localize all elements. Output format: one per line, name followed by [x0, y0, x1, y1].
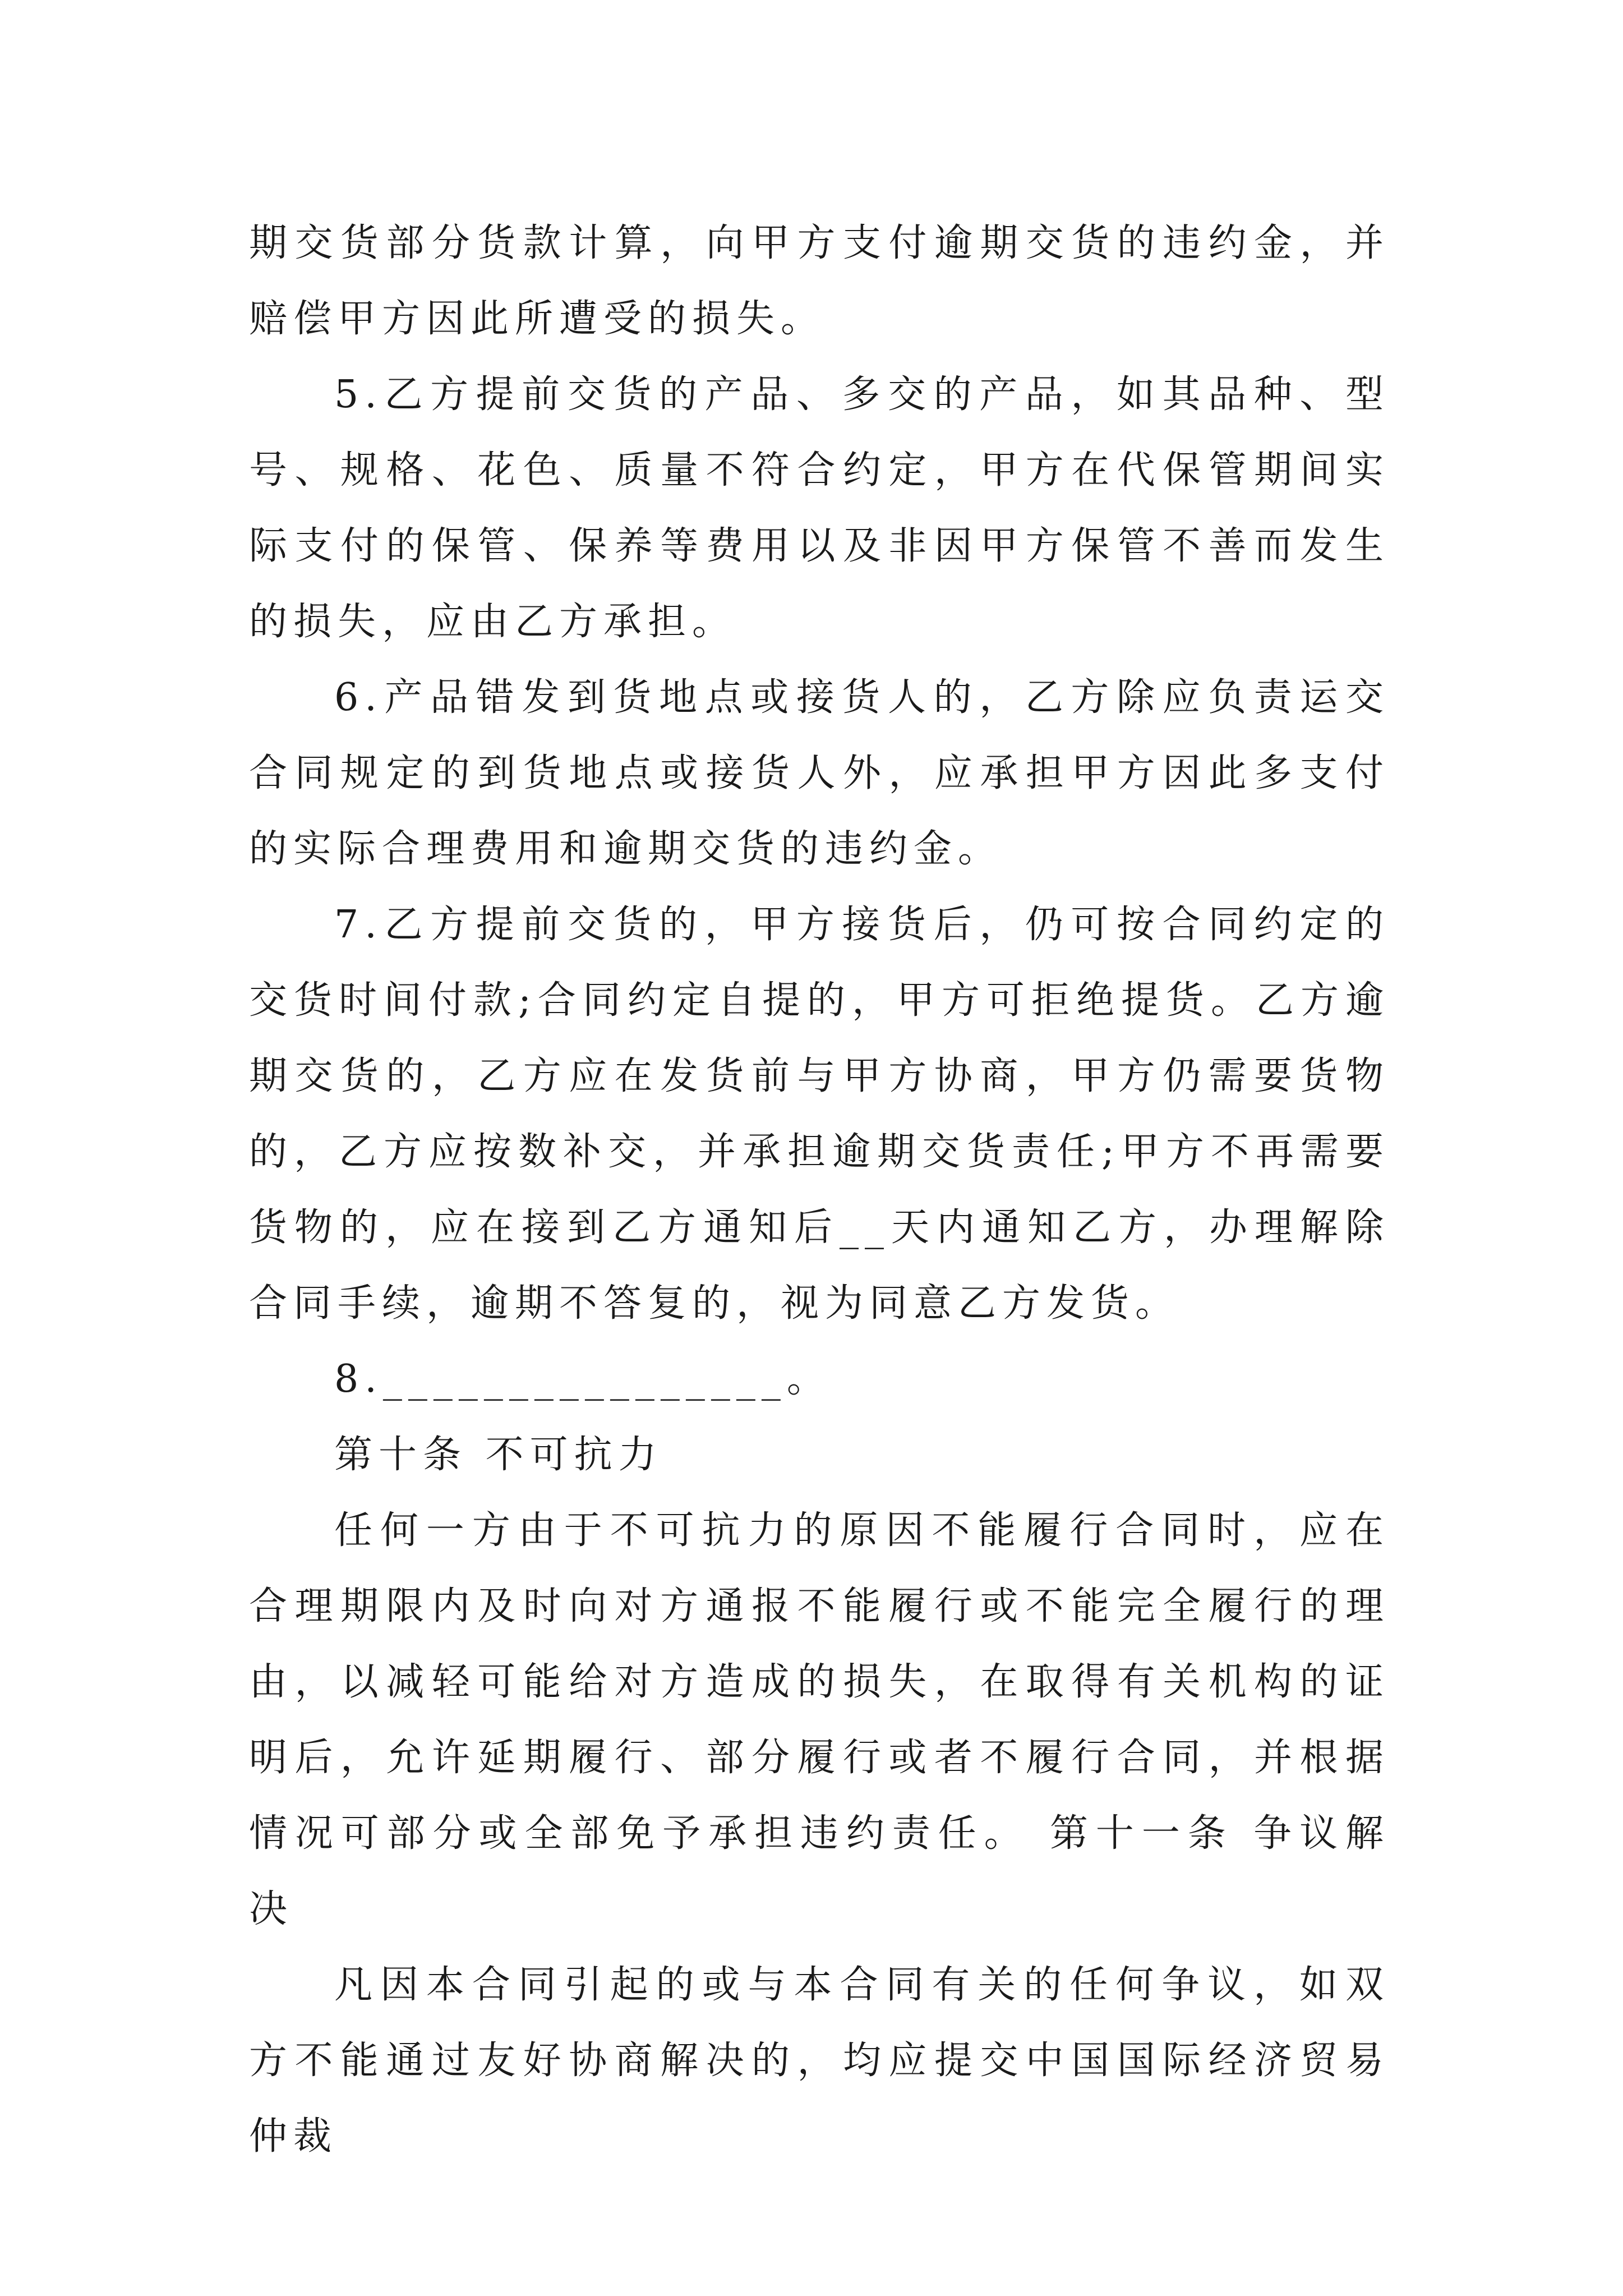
section-heading-article-10: 第十条 不可抗力 — [334, 1433, 663, 1477]
paragraph-item-5: 5.乙方提前交货的产品、多交的产品，如其品种、型号、规格、花色、质量不符合约定，甲方在代保管期间实际支付的保管、保养等费用以及非因甲方保管不善而发生的损失，应由乙方承担。 — [249, 372, 1390, 644]
paragraph-continuation: 期交货部分货款计算，向甲方支付逾期交货的违约金，并赔偿甲方因此所遭受的损失。 — [249, 221, 1390, 341]
paragraph-dispute-resolution: 凡因本合同引起的或与本合同有关的任何争议，如双方不能通过友好协商解决的，均应提交中国国际经济贸易仲裁 — [249, 1963, 1390, 2159]
paragraph-item-7: 7.乙方提前交货的，甲方接货后，仍可按合同约定的交货时间付款;合同约定自提的，甲方可拒绝提货。乙方逾期交货的，乙方应在发货前与甲方协商，甲方仍需要货物的，乙方应按数补交，并承担逾期交货责任;甲方不再需要货物的，应在接到乙方通知后__天内通知乙方，办理解除合同手续，逾期不答复的，视为同意乙方发货。 — [249, 903, 1390, 1326]
paragraph-force-majeure: 任何一方由于不可抗力的原因不能履行合同时，应在合理期限内及时向对方通报不能履行或不能完全履行的理由，以减轻可能给对方造成的损失，在取得有关机构的证明后，允许延期履行、部分履行或者不履行合同，并根据情况可部分或全部免予承担违约责任。 第十一条 争议解决 — [249, 1508, 1390, 1931]
document-body — [249, 205, 1390, 2174]
paragraph-item-8: 8.________________。 — [334, 1357, 831, 1401]
paragraph-item-6: 6.产品错发到货地点或接货人的，乙方除应负责运交合同规定的到货地点或接货人外，应承担甲方因此多支付的实际合理费用和逾期交货的违约金。 — [249, 675, 1390, 871]
